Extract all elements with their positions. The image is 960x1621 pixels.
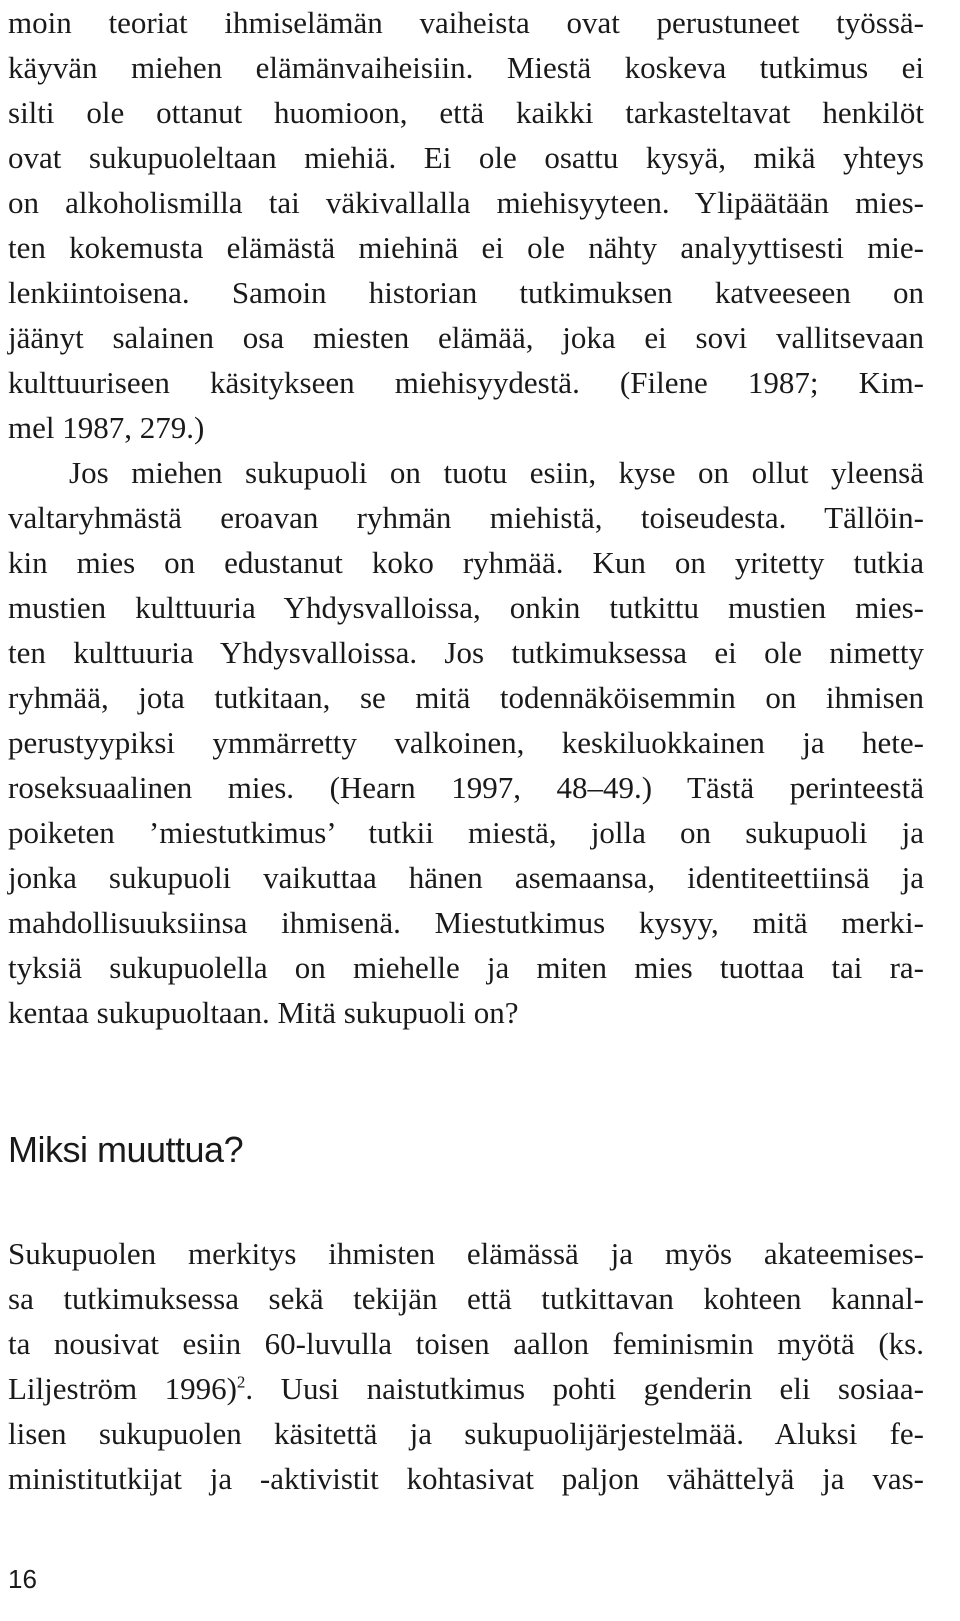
text-line: perustyypiksi ymmärretty valkoinen, keskiluokkainen ja hete-: [8, 725, 924, 760]
text-line: ovat sukupuoleltaan miehiä. Ei ole osattu kysyä, mikä yhteys: [8, 140, 924, 175]
text-line: mel 1987, 279.): [8, 410, 205, 445]
text-line: käyvän miehen elämänvaiheisiin. Miestä koskeva tutkimus ei: [8, 50, 924, 85]
text-line: lisen sukupuolen käsitettä ja sukupuolijärjestelmää. Aluksi fe-: [8, 1416, 924, 1451]
text-line: roseksuaalinen mies. (Hearn 1997, 48–49.) Tästä perinteestä: [8, 770, 924, 805]
text-line: ten kokemusta elämästä miehinä ei ole nähty analyyttisesti mie-: [8, 230, 924, 265]
text-line: valtaryhmästä eroavan ryhmän miehistä, toiseudesta. Tällöin-: [8, 500, 924, 535]
text-segment: Liljeström 1996): [8, 1371, 237, 1406]
text-line: jäänyt salainen osa miesten elämää, joka ei sovi vallitsevaan: [8, 320, 924, 355]
section-heading: Miksi muuttua?: [8, 1129, 244, 1170]
text-line: mahdollisuuksiinsa ihmisenä. Miestutkimus kysyy, mitä merki-: [8, 905, 924, 940]
text-line: Sukupuolen merkitys ihmisten elämässä ja myös akateemises-: [8, 1236, 924, 1271]
text-line: ten kulttuuria Yhdysvalloissa. Jos tutkimuksessa ei ole nimetty: [8, 635, 924, 670]
text-line: ministitutkijat ja -aktivistit kohtasivat paljon vähättelyä ja vas-: [8, 1461, 924, 1496]
text-line: moin teoriat ihmiselämän vaiheista ovat perustuneet työssä-: [8, 5, 924, 40]
text-line: kentaa sukupuoltaan. Mitä sukupuoli on?: [8, 995, 519, 1030]
text-line: kin mies on edustanut koko ryhmää. Kun on yritetty tutkia: [8, 545, 924, 580]
page-number: 16: [8, 1564, 37, 1594]
text-line: Jos miehen sukupuoli on tuotu esiin, kyse on ollut yleensä: [69, 455, 924, 490]
footnote-marker[interactable]: 2: [236, 1372, 246, 1392]
text-line: [8, 1366, 924, 1411]
paragraph: [8, 1231, 924, 1501]
text-line: silti ole ottanut huomioon, että kaikki tarkasteltavat henkilöt: [8, 95, 924, 130]
paragraph: [8, 0, 924, 1035]
text-line: sa tutkimuksessa sekä tekijän että tutkittavan kohteen kannal-: [8, 1281, 924, 1316]
text-line: tyksiä sukupuolella on miehelle ja miten mies tuottaa tai ra-: [8, 950, 924, 985]
text-line: kulttuuriseen käsitykseen miehisyydestä. (Filene 1987; Kim-: [8, 365, 924, 400]
text-line: mustien kulttuuria Yhdysvalloissa, onkin tutkittu mustien mies-: [8, 590, 924, 625]
text-line: ta nousivat esiin 60-luvulla toisen aallon feminismin myötä (ks.: [8, 1326, 924, 1361]
text-line: poiketen ’miestutkimus’ tutkii miestä, jolla on sukupuoli ja: [8, 815, 924, 850]
text-segment: . Uusi naistutkimus pohti genderin eli sosiaa-: [245, 1371, 924, 1406]
text-line: ryhmää, jota tutkitaan, se mitä todennäköisemmin on ihmisen: [8, 680, 924, 715]
text-line: jonka sukupuoli vaikuttaa hänen asemaansa, identiteettiinsä ja: [8, 860, 924, 895]
text-line: lenkiintoisena. Samoin historian tutkimuksen katveeseen on: [8, 275, 924, 310]
text-line: on alkoholismilla tai väkivallalla miehisyyteen. Ylipäätään mies-: [8, 185, 924, 220]
